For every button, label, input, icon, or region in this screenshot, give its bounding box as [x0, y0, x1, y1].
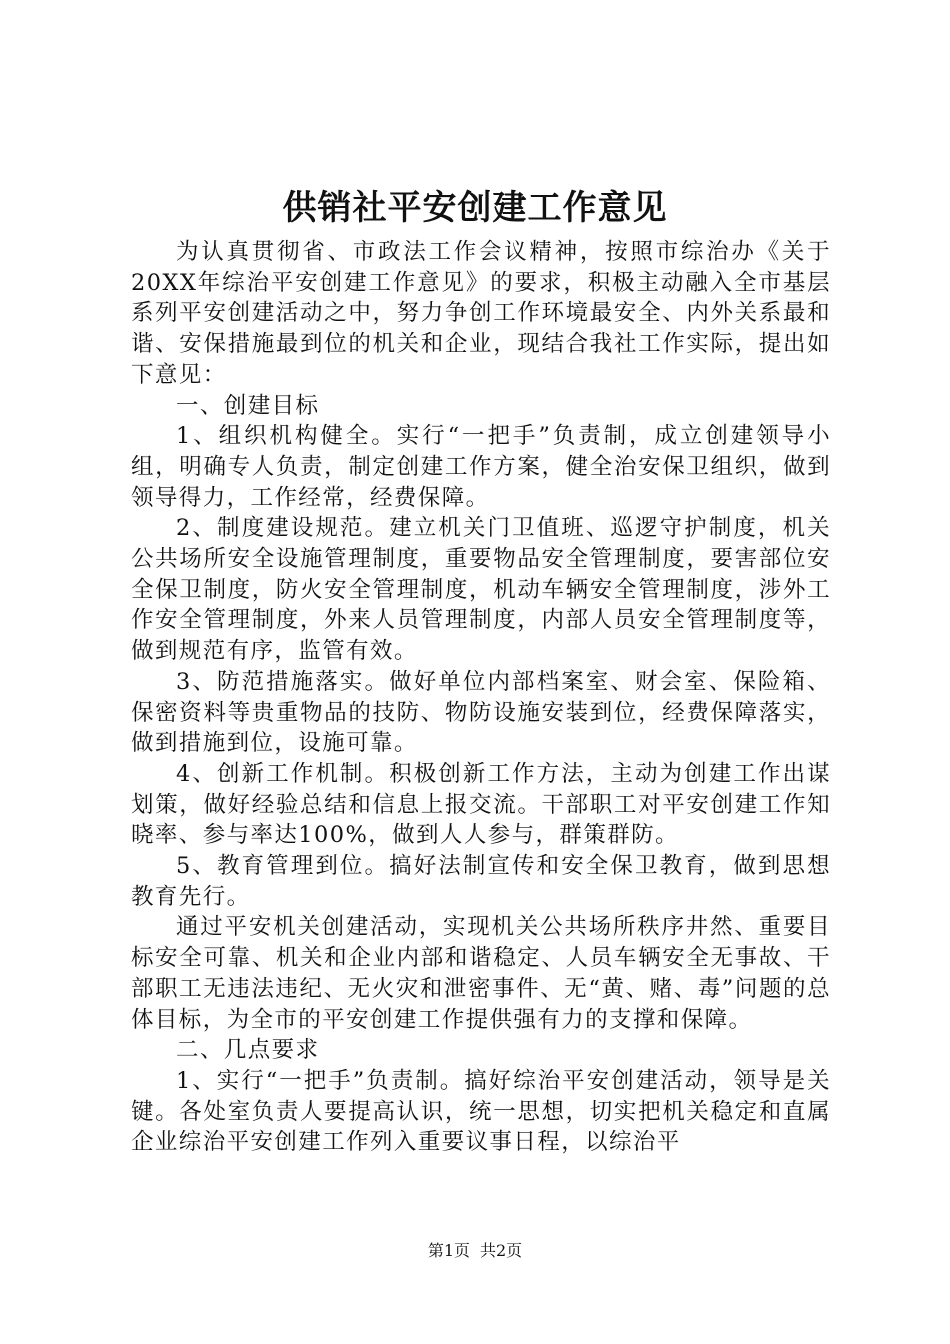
section-heading-goals: 一、创建目标	[176, 392, 320, 419]
goal-paragraph-3: 3、防范措施落实。做好单位内部档案室、财会室、保险箱、保密资料等贵重物品的技防、物防设施安装到位，经费保障落实，做到措施到位，设施可靠。	[131, 668, 831, 757]
document-body	[131, 237, 831, 1158]
page-total: 共2页	[480, 1241, 523, 1260]
summary-paragraph: 通过平安机关创建活动，实现机关公共场所秩序井然、重要目标安全可靠、机关和企业内部和谐稳定、人员车辆安全无事故、干部职工无违法违纪、无火灾和泄密事件、无“黄、赌、毒”问题的总体目标，为全市的平安创建工作提供强有力的支撑和保障。	[131, 914, 831, 1033]
goal-paragraph-1: 1、组织机构健全。实行“一把手”负责制，成立创建领导小组，明确专人负责，制定创建工作方案，健全治安保卫组织，做到领导得力，工作经常，经费保障。	[131, 423, 831, 511]
section-heading-requirements: 二、几点要求	[176, 1037, 320, 1064]
intro-paragraph: 为认真贯彻省、市政法工作会议精神，按照市综治办《关于20XX年综治平安创建工作意见》的要求，积极主动融入全市基层系列平安创建活动之中，努力争创工作环境最安全、内外关系最和谐、安保措施最到位的机关和企业，现结合我社工作实际，提出如下意见：	[131, 239, 831, 388]
requirement-paragraph-1: 1、实行“一把手”负责制。搞好综治平安创建活动，领导是关键。各处室负责人要提高认识，统一思想，切实把机关稳定和直属企业综治平安创建工作列入重要议事日程，以综治平	[131, 1067, 831, 1156]
goal-paragraph-5: 5、教育管理到位。搞好法制宣传和安全保卫教育，做到思想教育先行。	[131, 853, 831, 910]
goal-paragraph-4: 4、创新工作机制。积极创新工作方法，主动为创建工作出谋划策，做好经验总结和信息上报交流。干部职工对平安创建工作知晓率、参与率达100%，做到人人参与，群策群防。	[131, 760, 831, 849]
document-title: 供销社平安创建工作意见	[282, 188, 668, 228]
page-footer	[0, 1240, 950, 1262]
goal-paragraph-2: 2、制度建设规范。建立机关门卫值班、巡逻守护制度，机关公共场所安全设施管理制度，重要物品安全管理制度，要害部位安全保卫制度，防火安全管理制度，机动车辆安全管理制度，涉外工作安全管理制度，外来人员管理制度，内部人员安全管理制度等，做到规范有序，监管有效。	[131, 515, 831, 665]
page-number: 第1页	[427, 1241, 470, 1260]
